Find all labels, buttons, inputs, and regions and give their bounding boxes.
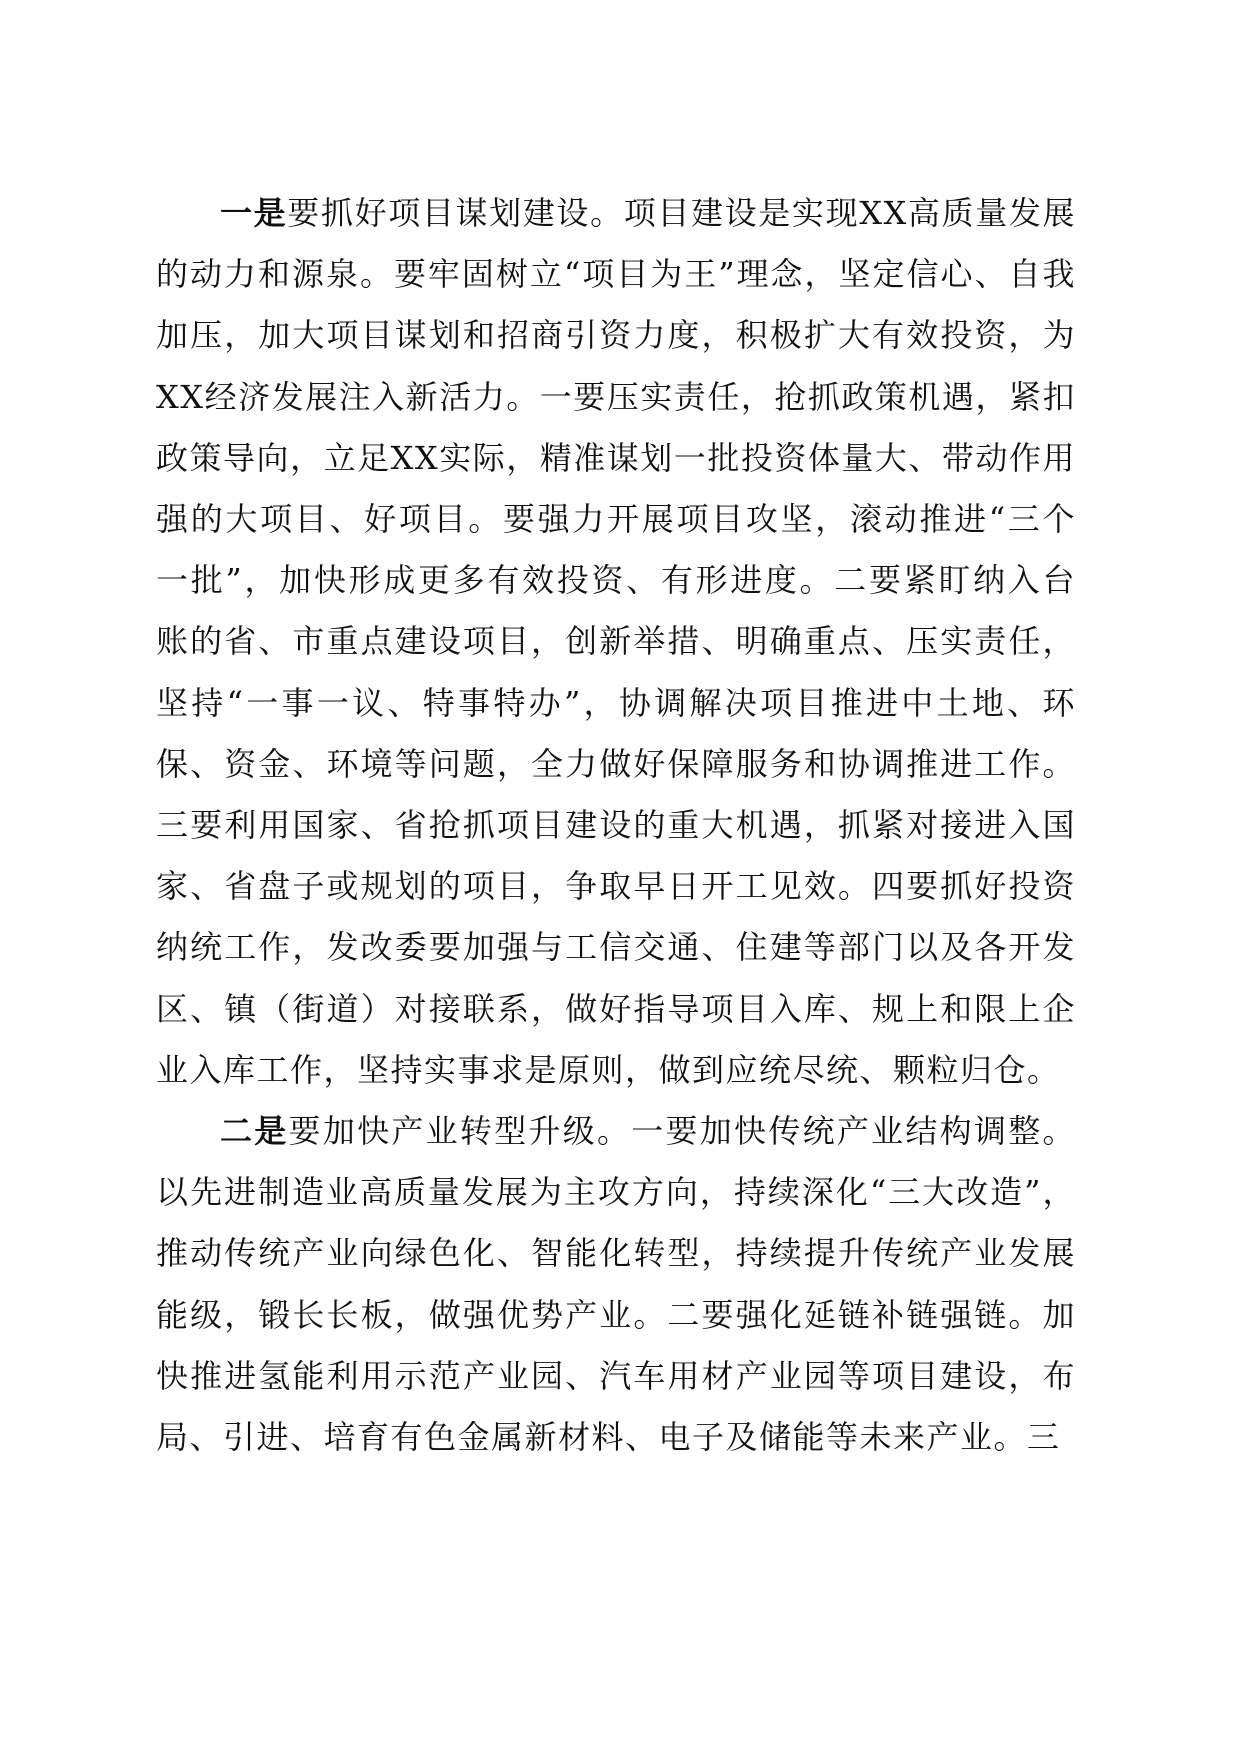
paragraph-2 xyxy=(156,1101,1076,1468)
paragraph-2-lead: 二是 xyxy=(220,1112,289,1151)
paragraph-1-text: 要抓好项目谋划建设。项目建设是实现XX高质量发展的动力和源泉。要牢固树立“项目为王”理念，坚定信心、自我加压，加大项目谋划和招商引资力度，积极扩大有效投资，为XX经济发展注入新活力。一要压实责任，抢抓政策机遇，紧扣政策导向，立足XX实际，精准谋划一批投资体量大、带动作用强的大项目、好项目。要强力开展项目攻坚，滚动推进“三个一批”，加快形成更多有效投资、有形进度。二要紧盯纳入台账的省、市重点建设项目，创新举措、明确重点、压实责任，坚持“一事一议、特事特办”，协调解决项目推进中土地、环保、资金、环境等问题，全力做好保障服务和协调推进工作。三要利用国家、省抢抓项目建设的重大机遇，抓紧对接进入国家、省盘子或规划的项目，争取早日开工见效。四要抓好投资纳统工作，发改委要加强与工信交通、住建等部门以及各开发区、镇（街道）对接联系，做好指导项目入库、规上和限上企业入库工作，坚持实事求是原则，做到应统尽统、颗粒归仓。 xyxy=(156,194,1076,1089)
paragraph-1 xyxy=(156,183,1076,1101)
paragraph-2-text: 要加快产业转型升级。一要加快传统产业结构调整。以先进制造业高质量发展为主攻方向，持续深化“三大改造”，推动传统产业向绿色化、智能化转型，持续提升传统产业发展能级，锻长长板，做强优势产业。二要强化延链补链强链。加快推进氢能利用示范产业园、汽车用材产业园等项目建设，布局、引进、培育有色金属新材料、电子及储能等未来产业。三 xyxy=(156,1112,1076,1457)
document-body xyxy=(156,183,1076,1468)
paragraph-1-lead: 一是 xyxy=(220,194,288,232)
